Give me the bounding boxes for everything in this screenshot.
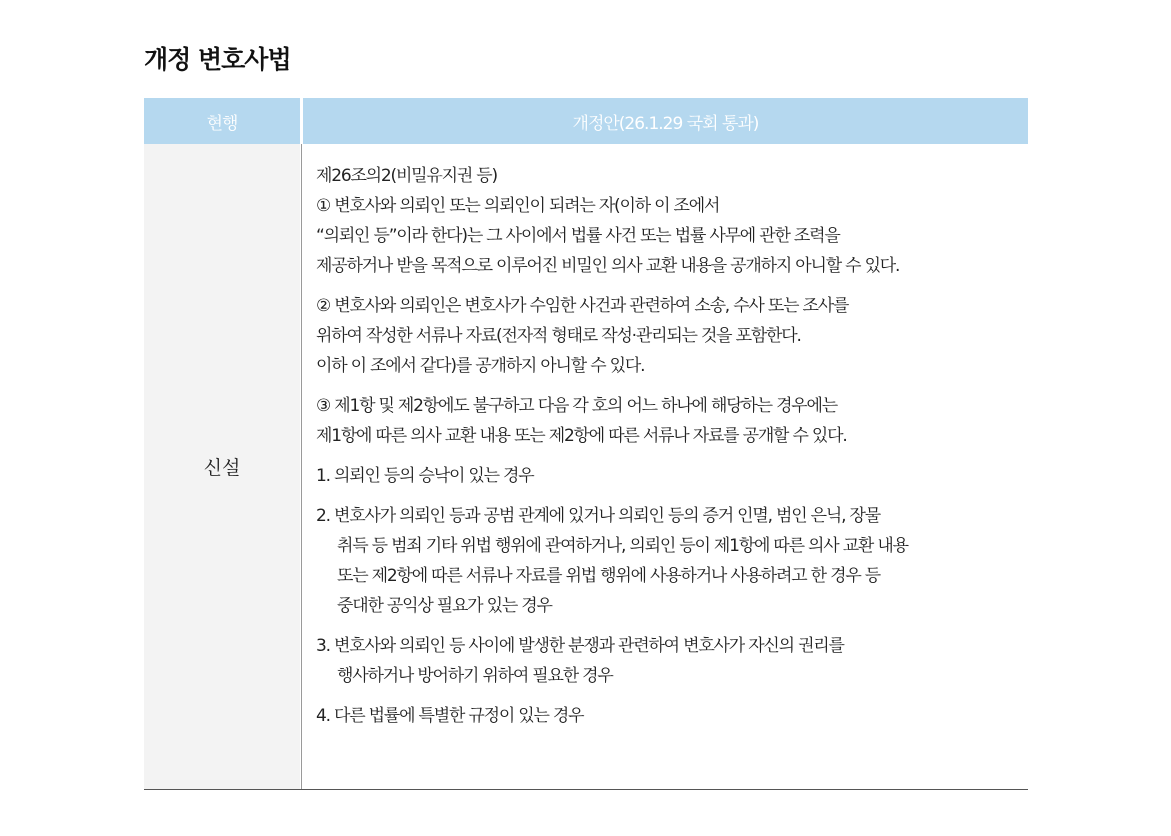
amendment-line: 이하 이 조에서 같다)를 공개하지 아니할 수 있다.: [316, 356, 645, 376]
current-law-cell: 신설: [144, 144, 300, 789]
amendment-cell: [316, 161, 1021, 741]
amendment-line: ③ 제1항 및 제2항에도 불구하고 다음 각 호의 어느 하나에 해당하는 경우에는: [316, 396, 837, 416]
amendment-line: 제26조의2(비밀유지권 등): [316, 166, 497, 186]
amendment-paragraph: [316, 701, 1021, 731]
amendment-paragraph: [316, 631, 1021, 691]
amendment-line: 제1항에 따른 의사 교환 내용 또는 제2항에 따른 서류나 자료를 공개할 수 있다.: [316, 426, 847, 446]
amendment-line: ② 변호사와 의뢰인은 변호사가 수임한 사건과 관련하여 소송, 수사 또는 조사를: [316, 296, 849, 316]
column-divider: [301, 144, 302, 789]
amendment-line: “의뢰인 등”이라 한다)는 그 사이에서 법률 사건 또는 법률 사무에 관한 조력을: [316, 226, 840, 246]
amendment-paragraph: [316, 161, 1021, 281]
header-current-law: 현행: [144, 98, 300, 144]
amendment-paragraph: [316, 501, 1021, 621]
amendment-line: 1. 의뢰인 등의 승낙이 있는 경우: [316, 466, 534, 486]
document-title: 개정 변호사법: [144, 45, 291, 74]
comparison-table: [144, 98, 1028, 790]
amendment-line: 중대한 공익상 필요가 있는 경우: [337, 596, 552, 616]
amendment-paragraph: [316, 461, 1021, 491]
amendment-line: 취득 등 범죄 기타 위법 행위에 관여하거나, 의뢰인 등이 제1항에 따른 의사 교환 내용: [337, 536, 908, 556]
amendment-line: 행사하거나 방어하기 위하여 필요한 경우: [337, 666, 613, 686]
amendment-line: 2. 변호사가 의뢰인 등과 공범 관계에 있거나 의뢰인 등의 증거 인멸, 범인 은닉, 장물: [316, 506, 880, 526]
amendment-paragraph: [316, 291, 1021, 381]
table-header-row: [144, 98, 1028, 144]
amendment-line: ① 변호사와 의뢰인 또는 의뢰인이 되려는 자(이하 이 조에서: [316, 196, 720, 216]
amendment-line: 제공하거나 받을 목적으로 이루어진 비밀인 의사 교환 내용을 공개하지 아니할 수 있다.: [316, 256, 900, 276]
amendment-line: 4. 다른 법률에 특별한 규정이 있는 경우: [316, 706, 584, 726]
amendment-line: 3. 변호사와 의뢰인 등 사이에 발생한 분쟁과 관련하여 변호사가 자신의 권리를: [316, 636, 844, 656]
table-body-row: [144, 144, 1028, 789]
amendment-line: 또는 제2항에 따른 서류나 자료를 위법 행위에 사용하거나 사용하려고 한 경우 등: [337, 566, 880, 586]
header-amendment: 개정안(26.1.29 국회 통과): [303, 98, 1028, 144]
amendment-line: 위하여 작성한 서류나 자료(전자적 형태로 작성·관리되는 것을 포함한다.: [316, 326, 801, 346]
amendment-paragraph: [316, 391, 1021, 451]
